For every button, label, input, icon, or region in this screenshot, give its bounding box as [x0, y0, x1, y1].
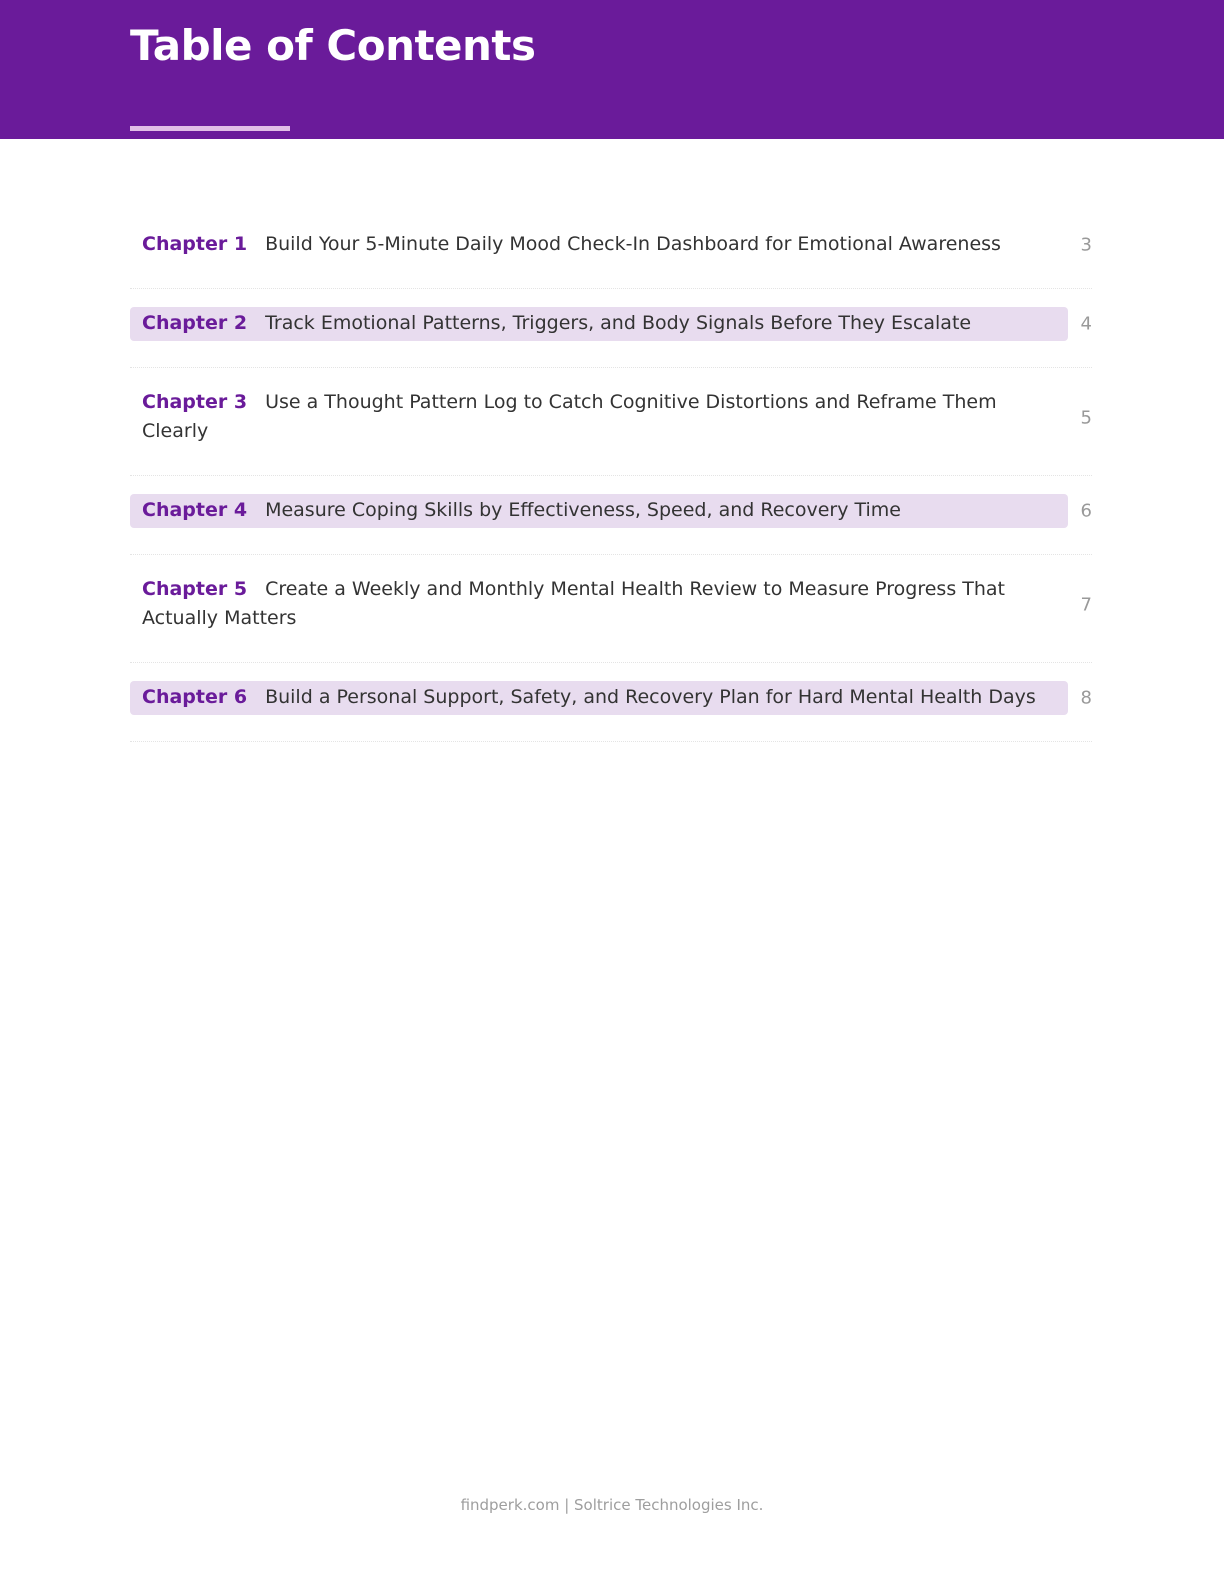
chapter-label: Chapter 5 — [142, 578, 248, 600]
title-underline — [130, 126, 290, 131]
toc-entry-chapter-1[interactable] — [130, 210, 1092, 289]
header-banner — [0, 0, 1224, 139]
page-title: Table of Contents — [130, 21, 536, 70]
page-number: 7 — [1080, 594, 1092, 615]
page-number: 8 — [1080, 687, 1092, 709]
chapter-title: Measure Coping Skills by Effectiveness, Speed, and Recovery Time — [265, 499, 901, 521]
toc-entry-chapter-3[interactable] — [130, 368, 1092, 476]
page-number: 6 — [1080, 500, 1092, 522]
chapter-title: Track Emotional Patterns, Triggers, and Body Signals Before They Escalate — [265, 312, 972, 334]
toc-entry-text — [130, 386, 1068, 449]
page-number: 5 — [1080, 407, 1092, 428]
toc-entry-text — [130, 681, 1068, 715]
toc-entry-text — [130, 494, 1068, 528]
toc-entry-text — [130, 573, 1068, 636]
toc-entry-text — [130, 228, 1068, 262]
chapter-title: Build Your 5-Minute Daily Mood Check-In Dashboard for Emotional Awareness — [265, 233, 1001, 255]
chapter-title: Build a Personal Support, Safety, and Recovery Plan for Hard Mental Health Days — [265, 686, 1036, 708]
footer-text: findperk.com | Soltrice Technologies Inc. — [460, 1496, 764, 1514]
toc-entry-chapter-4[interactable] — [130, 476, 1092, 555]
chapter-label: Chapter 4 — [142, 499, 248, 521]
table-of-contents — [130, 210, 1092, 742]
chapter-label: Chapter 2 — [142, 312, 248, 334]
chapter-label: Chapter 6 — [142, 686, 248, 708]
toc-entry-chapter-5[interactable] — [130, 555, 1092, 663]
chapter-title: Use a Thought Pattern Log to Catch Cognitive Distortions and Reframe Them Clearly — [142, 391, 997, 442]
toc-entry-chapter-2[interactable] — [130, 289, 1092, 368]
chapter-label: Chapter 1 — [142, 233, 248, 255]
toc-entry-chapter-6[interactable] — [130, 663, 1092, 742]
chapter-label: Chapter 3 — [142, 391, 248, 413]
page-number: 4 — [1080, 313, 1092, 335]
chapter-title: Create a Weekly and Monthly Mental Health Review to Measure Progress That Actually Matters — [142, 578, 1006, 629]
toc-entry-text — [130, 307, 1068, 341]
page-number: 3 — [1080, 234, 1092, 256]
